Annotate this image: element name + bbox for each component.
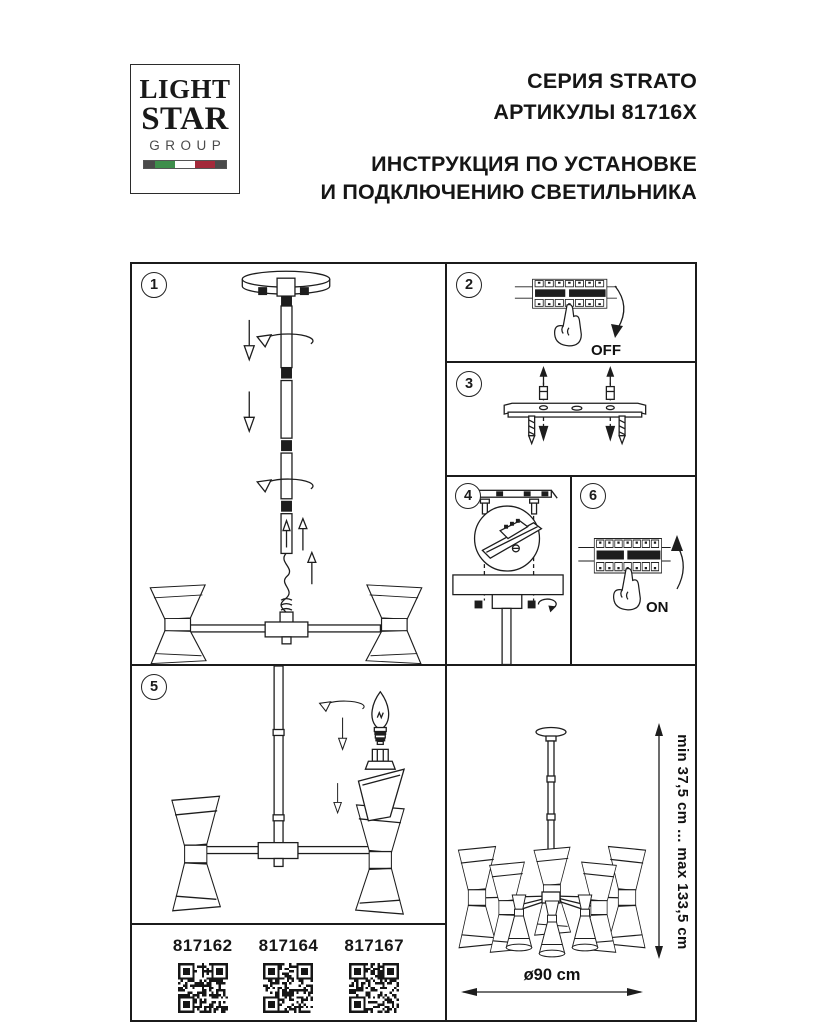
qr-item bbox=[259, 936, 319, 1020]
header-titles bbox=[290, 66, 697, 207]
articles-title: АРТИКУЛЫ 81716X bbox=[493, 99, 697, 124]
shade-bowtie-drawing bbox=[150, 585, 206, 664]
rod-assembly-drawing bbox=[132, 264, 445, 664]
dimension-arrow-up-icon bbox=[655, 723, 663, 736]
rotate-arrow-icon bbox=[538, 599, 556, 612]
circuit-breaker-drawing bbox=[515, 279, 617, 308]
step-1-panel bbox=[132, 264, 445, 664]
dimension-arrow-right-icon bbox=[627, 988, 643, 996]
diameter-dimension-label: ø90 cm bbox=[523, 966, 581, 984]
bulb-shade-install-drawing bbox=[132, 666, 445, 923]
step-number-badge: 3 bbox=[456, 371, 482, 397]
assembled-chandelier-drawing bbox=[447, 666, 695, 1020]
pointing-hand-icon bbox=[555, 305, 582, 346]
down-arrow-icon bbox=[339, 718, 347, 750]
italian-flag-bar bbox=[143, 160, 227, 169]
step-3-panel bbox=[447, 363, 695, 475]
qr-item bbox=[173, 936, 233, 1020]
step-2-panel bbox=[447, 264, 695, 361]
logo-word-group: GROUP bbox=[149, 137, 227, 153]
dimension-arrow-left-icon bbox=[461, 988, 477, 996]
instruction-grid bbox=[130, 262, 697, 1022]
curved-arrow-up-icon bbox=[671, 535, 683, 551]
down-arrow-icon bbox=[334, 783, 341, 813]
qr-section bbox=[132, 925, 445, 1020]
pointing-hand-icon bbox=[614, 569, 641, 610]
step-number-badge: 1 bbox=[141, 272, 167, 298]
on-label: ON bbox=[646, 599, 669, 616]
circuit-breaker-drawing bbox=[578, 539, 670, 574]
qr-item bbox=[344, 936, 404, 1020]
step-number-badge: 2 bbox=[456, 272, 482, 298]
shade-bowtie-drawing bbox=[356, 805, 404, 914]
article-number: 817167 bbox=[344, 936, 405, 955]
down-arrow-icon bbox=[244, 391, 254, 431]
qr-code bbox=[178, 963, 228, 1013]
step-5-panel bbox=[132, 666, 445, 923]
height-dimension-label: min 37,5 cm ... max 133,5 cm bbox=[674, 734, 691, 950]
rotate-arrow-icon bbox=[320, 701, 365, 711]
power-off-drawing bbox=[447, 264, 695, 361]
step-number-badge: 4 bbox=[455, 483, 481, 509]
qr-code bbox=[263, 963, 313, 1013]
qr-code bbox=[349, 963, 399, 1013]
article-number: 817164 bbox=[258, 936, 319, 955]
logo-word-star: STAR bbox=[141, 100, 229, 137]
mounting-bracket-drawing bbox=[447, 363, 695, 475]
step-number-badge: 5 bbox=[141, 674, 167, 700]
curved-arrow-down-icon bbox=[611, 324, 623, 338]
dimensions-panel bbox=[447, 666, 695, 1020]
instruction-title: ИНСТРУКЦИЯ ПО УСТАНОВКЕ И ПОДКЛЮЧЕНИЮ СВЕТИЛЬНИКА bbox=[320, 152, 697, 204]
dimension-arrow-down-icon bbox=[655, 946, 663, 959]
lightstar-logo bbox=[130, 64, 240, 194]
down-arrow-icon bbox=[244, 320, 254, 360]
candle-bulb-drawing bbox=[372, 692, 389, 745]
series-title: СЕРИЯ STRATO bbox=[527, 69, 697, 93]
article-number: 817162 bbox=[172, 936, 233, 955]
step-4-panel bbox=[447, 477, 570, 666]
logo-word-light: LIGHT bbox=[139, 74, 231, 104]
off-label: OFF bbox=[591, 342, 621, 359]
step-6-panel bbox=[572, 477, 695, 666]
shade-bowtie-drawing bbox=[366, 585, 422, 664]
step-number-badge: 6 bbox=[580, 483, 606, 509]
